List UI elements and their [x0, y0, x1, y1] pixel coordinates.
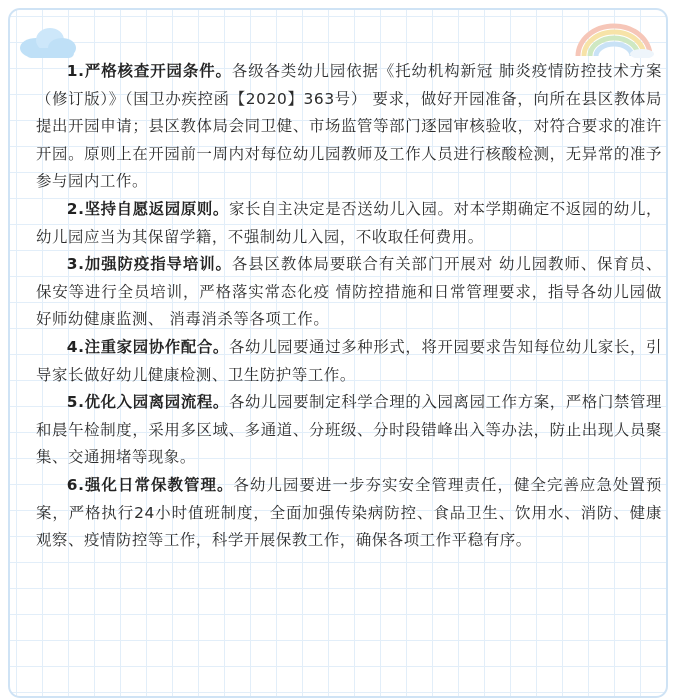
section-2	[36, 196, 662, 251]
rainbow-icon	[572, 18, 656, 58]
section-3	[36, 251, 662, 334]
section-4	[36, 334, 662, 389]
section-text: 各级各类幼儿园依据《托幼机构新冠 肺炎疫情防控技术方案（修订版）》（国卫办疾控函【2020】363号） 要求，做好开园准备，向所在县区教体局提出开园申请；县区教体局会同卫健、市场监管等部门逐园审核验收，对符合要求的准许开园。原则上在开园前一周内对每位幼儿园教师及工作人员进行核酸检测，无异常的准予参与园内工作。	[36, 62, 663, 191]
section-text: 家长自主决定是否送幼儿入园。对本学期确定不返园的幼儿，幼儿园应当为其保留学籍，不强制幼儿入园，不收取任何费用。	[36, 199, 663, 246]
section-heading: 1.严格核查开园条件。	[66, 62, 232, 80]
cloud-icon	[16, 24, 80, 60]
article-body	[36, 58, 662, 555]
section-5	[36, 389, 662, 472]
section-6	[36, 472, 662, 555]
grid-paper-card	[8, 8, 668, 698]
section-heading: 5.优化入园离园流程。	[66, 393, 229, 412]
section-heading: 4.注重家园协作配合。	[66, 337, 229, 356]
section-heading: 3.加强防疫指导培训。	[66, 255, 232, 274]
section-1	[36, 58, 662, 196]
section-text: 各幼儿园要进一步夯实安全管理责任，健全完善应急处置预案，严格执行24小时值班制度，全面加强传染病防控、食品卫生、饮用水、消防、健康观察、疫情防控等工作，科学开展保教工作，确保各项工作平稳有序。	[36, 475, 662, 550]
section-heading: 2.坚持自愿返园原则。	[66, 199, 229, 218]
section-heading: 6.强化日常保教管理。	[66, 475, 234, 494]
section-text: 各幼儿园要通过多种形式，将开园要求告知每位幼儿家长，引导家长做好幼儿健康检测、卫生防护等工作。	[36, 337, 663, 384]
section-text: 各幼儿园要制定科学合理的入园离园工作方案，严格门禁管理和晨午检制度，采用多区域、多通道、分班级、分时段错峰出入等办法，防止出现人员聚集、交通拥堵等现象。	[36, 393, 663, 467]
section-text: 各县区教体局要联合有关部门开展对 幼儿园教师、保育员、保安等进行全员培训，严格落实常态化疫 情防控措施和日常管理要求，指导各幼儿园做好师幼健康监测、 消毒消杀等各项工作。	[36, 255, 663, 329]
